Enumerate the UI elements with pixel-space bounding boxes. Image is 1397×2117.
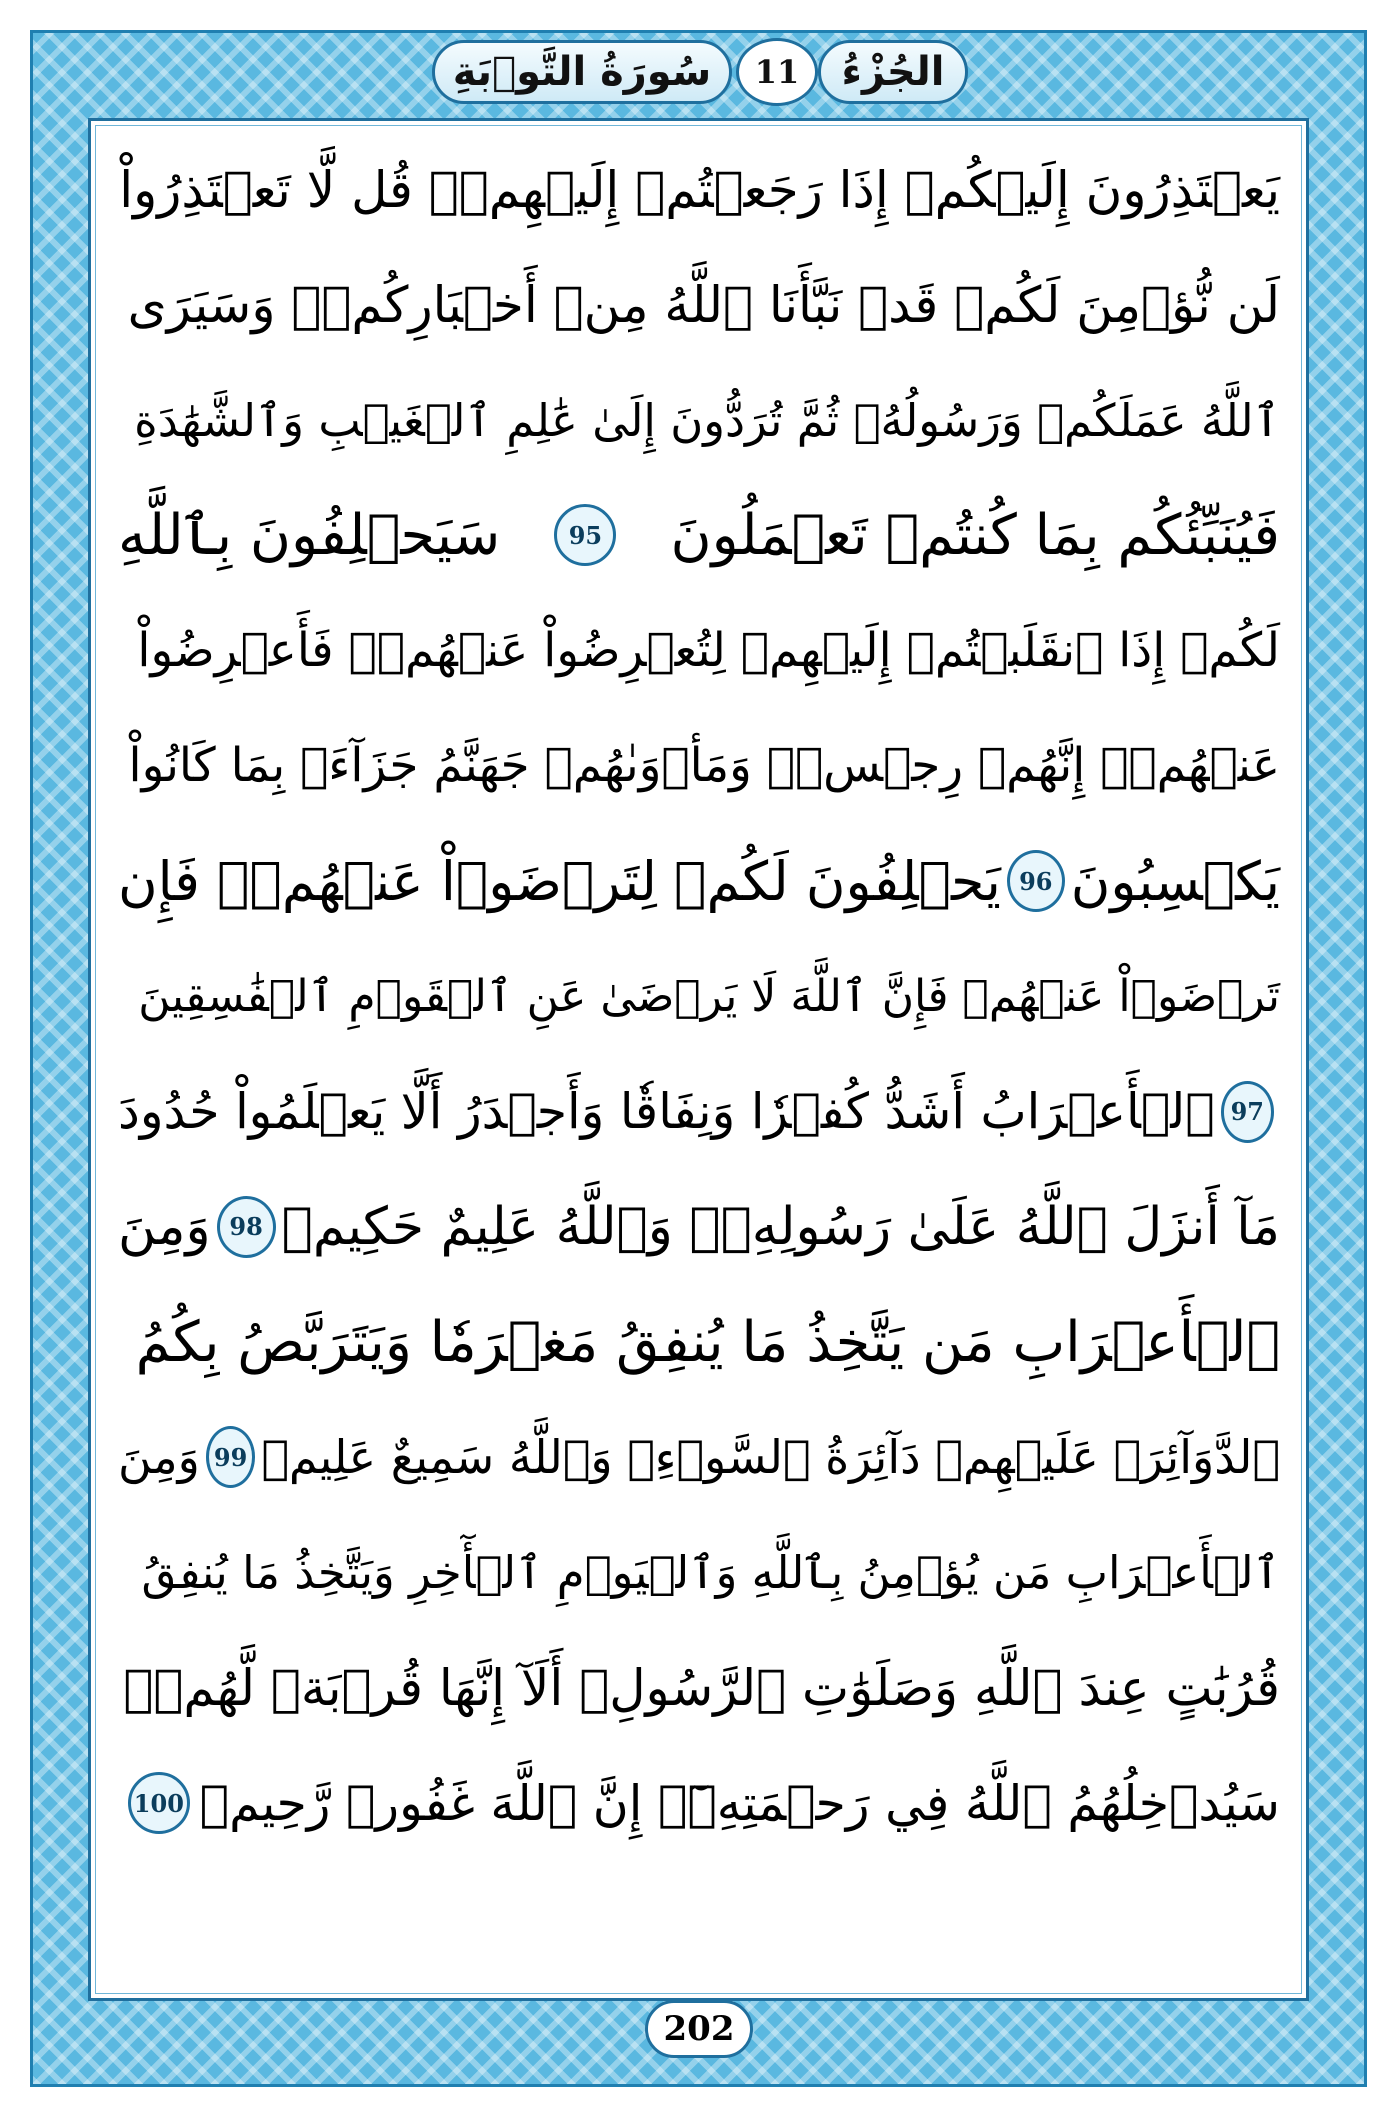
verse-text: مَآ أَنزَلَ ٱللَّهُ عَلَىٰ رَسُولِهِۦۗ وَٱللَّهُ عَلِيمٌ حَكِيمٞ	[281, 1196, 1280, 1257]
text-line	[118, 1746, 1280, 1861]
verse-text: وَمِنَ	[118, 1196, 211, 1257]
verse-text: يَعۡتَذِرُونَ إِلَيۡكُمۡ إِذَا رَجَعۡتُمۡ إِلَيۡهِمۡۚ قُل لَّا تَعۡتَذِرُواْ	[119, 160, 1280, 219]
text-line	[118, 1630, 1280, 1745]
text-line	[118, 1285, 1280, 1400]
verse-text: سَيَحۡلِفُونَ بِٱللَّهِ	[118, 502, 501, 568]
verse-text: وَمِنَ	[118, 1430, 200, 1485]
ayah-number-marker: 99	[206, 1426, 255, 1488]
verse-text: فَيُنَبِّئُكُم بِمَا كُنتُمۡ تَعۡمَلُونَ	[670, 502, 1280, 568]
verse-text: عَنۡهُمۡۖ إِنَّهُمۡ رِجۡسٞۖ وَمَأۡوَىٰهُمۡ جَهَنَّمُ جَزَآءَۢ بِمَا كَانُواْ	[128, 738, 1280, 794]
surah-name: سُورَةُ التَّوۡبَةِ	[432, 40, 732, 104]
quran-text-body	[118, 132, 1280, 1976]
ayah-number-marker: 98	[217, 1196, 276, 1258]
verse-text: ٱلدَّوَآئِرَۚ عَلَيۡهِمۡ دَآئِرَةُ ٱلسَّوۡءِۗ وَٱللَّهُ سَمِيعٌ عَلِيمٞ	[261, 1430, 1280, 1485]
ayah-number-marker: 100	[128, 1772, 190, 1834]
verse-text: يَكۡسِبُونَ	[1070, 849, 1280, 913]
verse-text: ٱلۡأَعۡرَابِ مَن يُؤۡمِنُ بِٱللَّهِ وَٱلۡيَوۡمِ ٱلۡأٓخِرِ وَيَتَّخِذُ مَا يُنفِقُ	[141, 1546, 1280, 1600]
text-line	[118, 478, 1280, 593]
ayah-number-marker: 97	[1221, 1081, 1274, 1143]
text-line	[118, 132, 1280, 247]
text-line	[118, 1054, 1280, 1169]
verse-text: ٱلۡأَعۡرَابُ أَشَدُّ كُفۡرٗا وَنِفَاقٗا وَأَجۡدَرُ أَلَّا يَعۡلَمُواْ حُدُودَ	[118, 1083, 1215, 1141]
text-line	[118, 1169, 1280, 1284]
ayah-number-marker: 96	[1007, 850, 1065, 912]
page-number: 202	[645, 2000, 753, 2058]
text-line	[118, 1400, 1280, 1515]
verse-text: ٱللَّهُ عَمَلَكُمۡ وَرَسُولُهُۥ ثُمَّ تُرَدُّونَ إِلَىٰ عَٰلِمِ ٱلۡغَيۡبِ وَٱلشَّهَٰدَةِ	[134, 393, 1280, 447]
verse-text: يَحۡلِفُونَ لَكُمۡ لِتَرۡضَوۡاْ عَنۡهُمۡۖ فَإِن	[118, 849, 1001, 913]
verse-text: تَرۡضَوۡاْ عَنۡهُمۡ فَإِنَّ ٱللَّهَ لَا يَرۡضَىٰ عَنِ ٱلۡقَوۡمِ ٱلۡفَٰسِقِينَ	[138, 970, 1280, 1022]
juz-number: 11	[736, 38, 818, 106]
text-line	[118, 708, 1280, 823]
text-line	[118, 1515, 1280, 1630]
text-line	[118, 363, 1280, 478]
verse-text: سَيُدۡخِلُهُمُ ٱللَّهُ فِي رَحۡمَتِهِۦٓۚ إِنَّ ٱللَّهَ غَفُورٞ رَّحِيمٞ	[199, 1774, 1280, 1832]
verse-text: لَكُمۡ إِذَا ٱنقَلَبۡتُمۡ إِلَيۡهِمۡ لِتُعۡرِضُواْ عَنۡهُمۡۖ فَأَعۡرِضُواْ	[137, 623, 1280, 679]
text-line	[118, 247, 1280, 362]
verse-text: ٱلۡأَعۡرَابِ مَن يَتَّخِذُ مَا يُنفِقُ مَغۡرَمٗا وَيَتَرَبَّصُ بِكُمُ	[135, 1309, 1280, 1375]
page-header	[0, 40, 1397, 104]
ayah-number-marker: 95	[554, 504, 616, 566]
text-line	[118, 939, 1280, 1054]
verse-text: قُرُبَٰتٍ عِندَ ٱللَّهِ وَصَلَوَٰتِ ٱلرَّسُولِۚ أَلَآ إِنَّهَا قُرۡبَةٞ لَّهُمۡۚ	[123, 1658, 1280, 1717]
verse-text: لَن نُّؤۡمِنَ لَكُمۡ قَدۡ نَبَّأَنَا ٱللَّهُ مِنۡ أَخۡبَارِكُمۡۚ وَسَيَرَى	[127, 275, 1280, 334]
text-line	[118, 824, 1280, 939]
juz-label: الجُزْءُ	[818, 40, 968, 104]
text-line	[118, 593, 1280, 708]
